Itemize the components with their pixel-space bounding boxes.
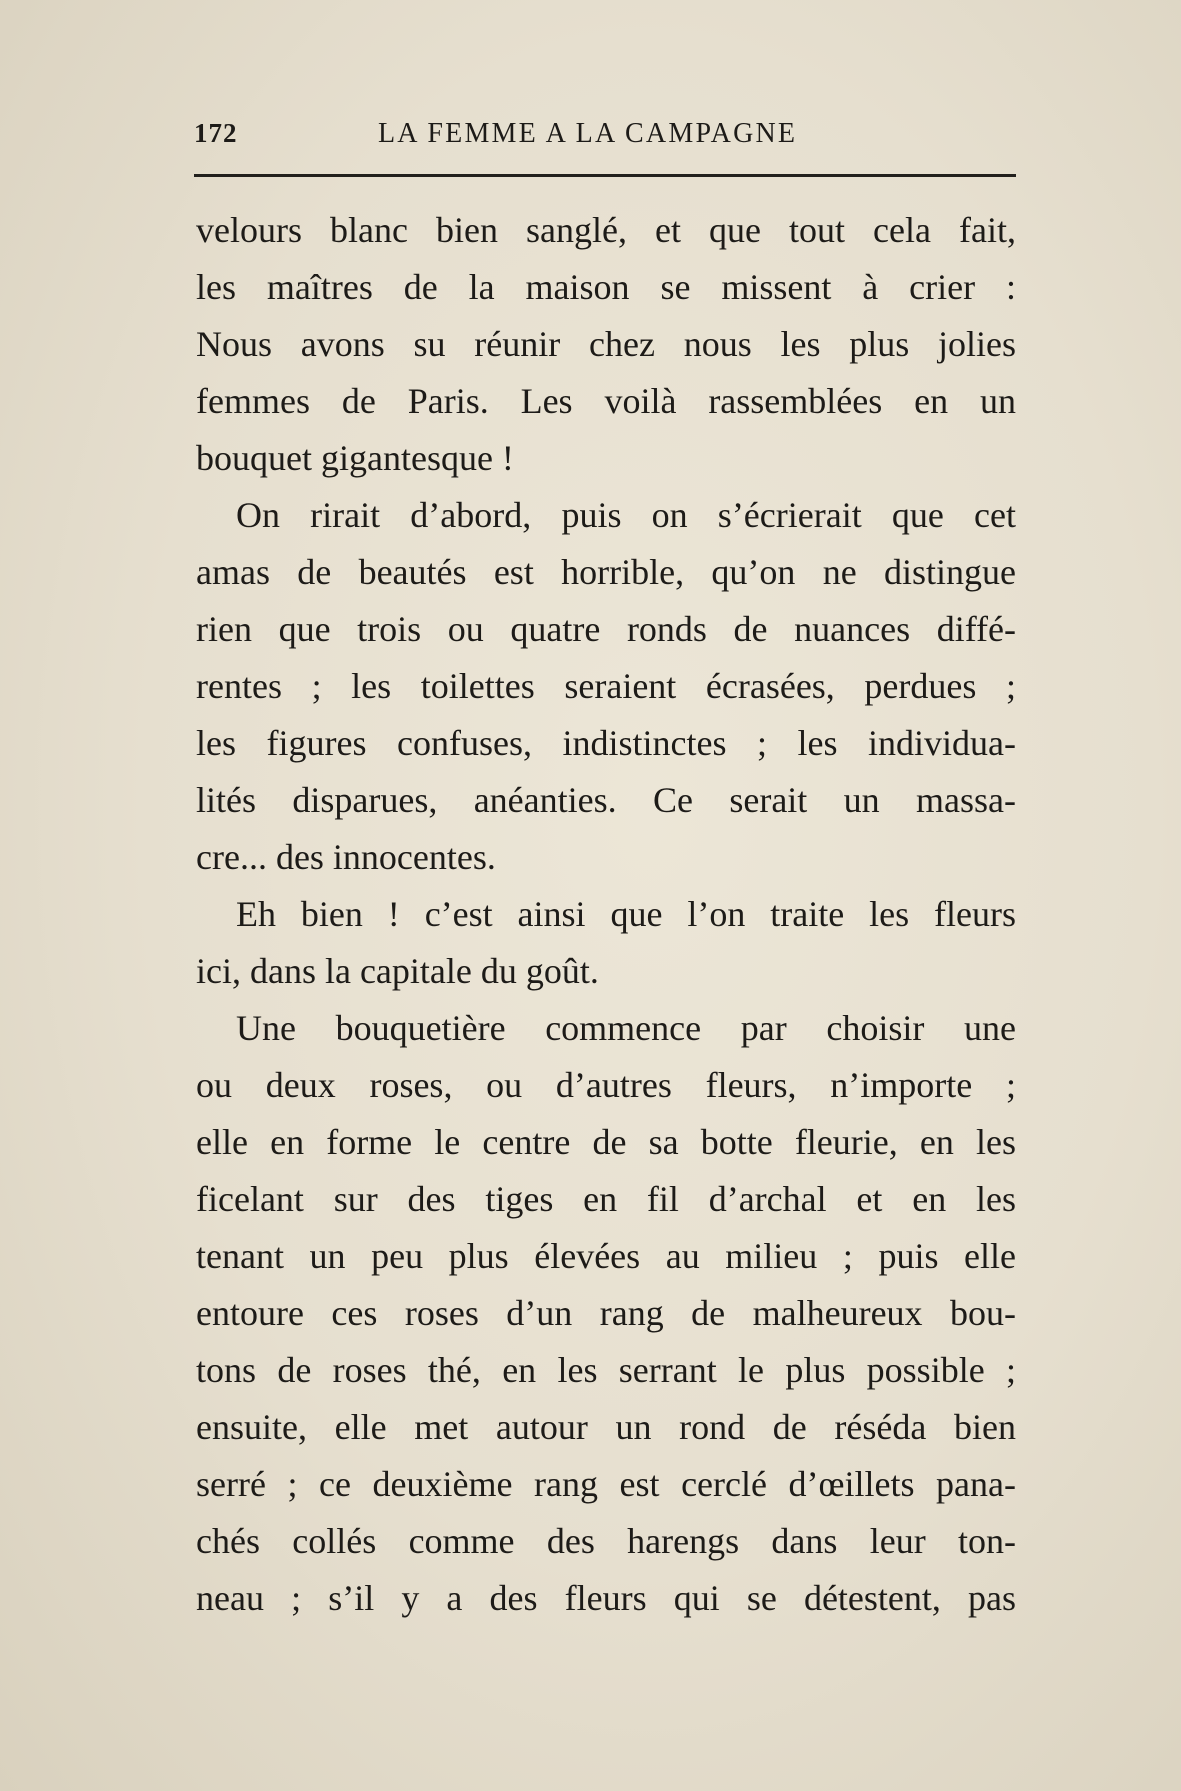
text-line: bouquet gigantesque ! (196, 438, 514, 478)
text-line: rien que trois ou quatre ronds de nuances diffé- (196, 609, 1016, 649)
text-line: tenant un peu plus élevées au milieu ; puis elle (196, 1236, 1016, 1276)
text-line: Une bouquetière commence par choisir une (236, 1008, 1016, 1048)
text-line: les figures confuses, indistinctes ; les individua- (196, 723, 1016, 763)
text-line: amas de beautés est horrible, qu’on ne distingue (196, 552, 1016, 592)
text-line: ou deux roses, ou d’autres fleurs, n’importe ; (196, 1065, 1016, 1105)
text-line: elle en forme le centre de sa botte fleurie, en les (196, 1122, 1016, 1162)
page-number: 172 (194, 118, 238, 148)
text-line: cre... des innocentes. (196, 837, 496, 877)
running-title: LA FEMME A LA CAMPAGNE (378, 118, 798, 149)
text-line: ensuite, elle met autour un rond de réséda bien (196, 1407, 1016, 1447)
text-line: chés collés comme des harengs dans leur ton- (196, 1521, 1016, 1561)
body-text (196, 202, 1026, 1627)
page-header (194, 118, 1014, 158)
text-line: entoure ces roses d’un rang de malheureux bou- (196, 1293, 1016, 1333)
text-line: rentes ; les toilettes seraient écrasées, perdues ; (196, 666, 1016, 706)
text-line: femmes de Paris. Les voilà rassemblées en un (196, 381, 1016, 421)
text-line: Eh bien ! c’est ainsi que l’on traite les fleurs (236, 894, 1016, 934)
text-line: velours blanc bien sanglé, et que tout cela fait, (196, 210, 1016, 250)
text-line: serré ; ce deuxième rang est cerclé d’œillets pana- (196, 1464, 1016, 1504)
text-line: lités disparues, anéanties. Ce serait un massa- (196, 780, 1016, 820)
text-line: Nous avons su réunir chez nous les plus jolies (196, 324, 1016, 364)
text-line: les maîtres de la maison se missent à crier : (196, 267, 1016, 307)
text-line: neau ; s’il y a des fleurs qui se détestent, pas (196, 1578, 1016, 1618)
header-rule (194, 174, 1016, 177)
text-line: tons de roses thé, en les serrant le plus possible ; (196, 1350, 1016, 1390)
text-line: On rirait d’abord, puis on s’écrierait que cet (236, 495, 1016, 535)
text-line: ici, dans la capitale du goût. (196, 951, 599, 991)
text-line: ficelant sur des tiges en fil d’archal et en les (196, 1179, 1016, 1219)
